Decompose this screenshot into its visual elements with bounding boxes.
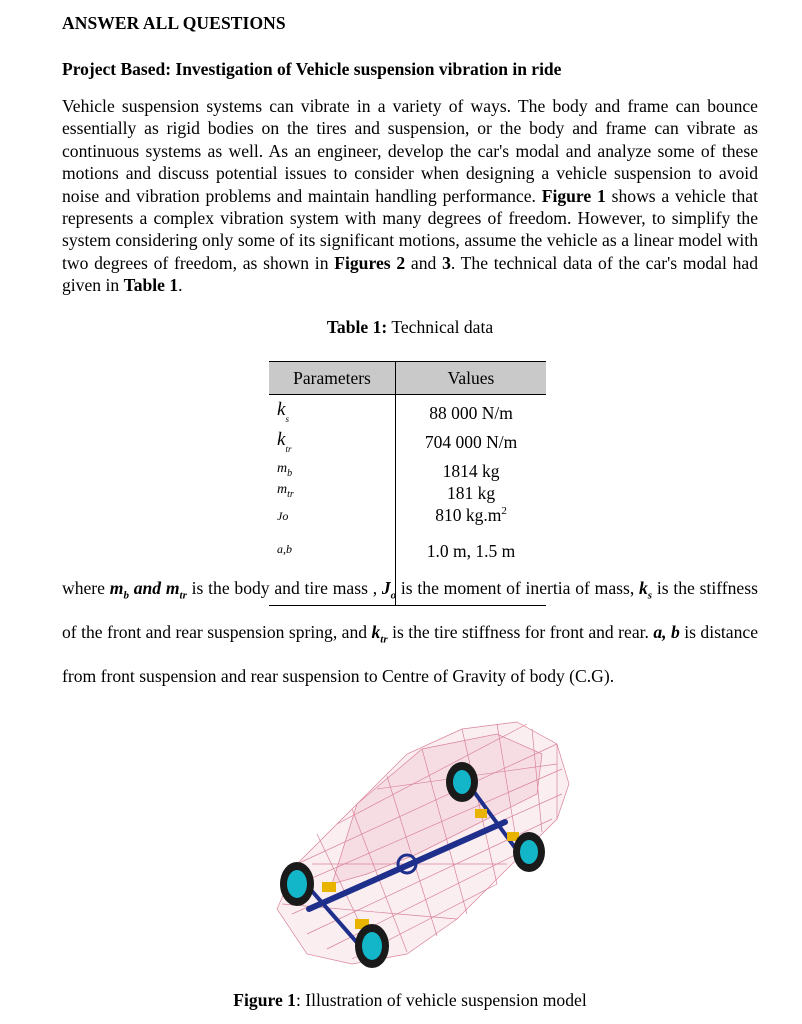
param-jo: Jo: [277, 509, 289, 523]
value-ktr: 704 000 N/m: [424, 432, 518, 452]
front-left-wheel: [280, 862, 314, 906]
column-header-parameters: Parameters: [269, 362, 396, 395]
column-header-values: Values: [396, 362, 547, 395]
front-spring-left: [322, 882, 336, 892]
vehicle-suspension-illustration: [257, 714, 577, 974]
table-caption: Table 1: Technical data: [326, 317, 494, 337]
param-mtr: $m_{tr}$: [277, 482, 294, 500]
rear-right-wheel: [513, 832, 545, 872]
param-mb: $m_b$: [277, 461, 293, 479]
rear-spring-left: [475, 809, 487, 818]
header: ANSWER ALL QUESTIONS: [62, 13, 286, 33]
param-ab: a,b: [277, 542, 292, 556]
value-ks: 88 000 N/m: [429, 403, 513, 423]
value-mb: 1814 kg: [442, 461, 500, 481]
value-ab: 1.0 m, 1.5 m: [426, 541, 516, 561]
param-ks: $k_s$: [277, 399, 289, 424]
project-title: Project Based: Investigation of Vehicle suspension vibration in ride: [62, 59, 562, 79]
front-right-wheel: [355, 924, 389, 968]
param-ktr: $k_{tr}$: [277, 429, 292, 454]
figure-caption: Figure 1: Illustration of vehicle suspension model: [233, 990, 587, 1010]
value-jo: 810 $kg.m^2$: [435, 505, 507, 525]
rear-left-wheel: [446, 762, 478, 802]
intro-paragraph: Vehicle suspension systems can vibrate in a variety of ways. The body and frame can bounce essentially as rigid bodies on the tires and suspension, or the body and frame can vibrate as continuous systems as well. As an engineer, develop the car's modal and analyze some of these motions and discuss potential issues to consider when designing a vehicle suspension to avoid noise and vibration problems and maintain handling performance. Figure 1 shows a vehicle that represents a complex vibration system with many degrees of freedom. However, to simplify the system considering only some of its significant motions, assume the vehicle as a linear model with two degrees of freedom, as shown in Figures 2 and 3. The technical data of the car's modal had given in Table 1.: [62, 96, 759, 296]
where-paragraph: where $m_b$ and $m_{tr}$ is the body and tire mass , $J_o$ is the moment of inertia of mass, $k_s$ is the stiffness of the front and rear suspension spring, and $k_{tr}$ is the tire stiffness for front and rear. a, b is distance from front suspension and rear suspension to Centre of Gravity of body (C.G).: [62, 578, 759, 687]
value-mtr: 181 kg: [446, 483, 496, 503]
